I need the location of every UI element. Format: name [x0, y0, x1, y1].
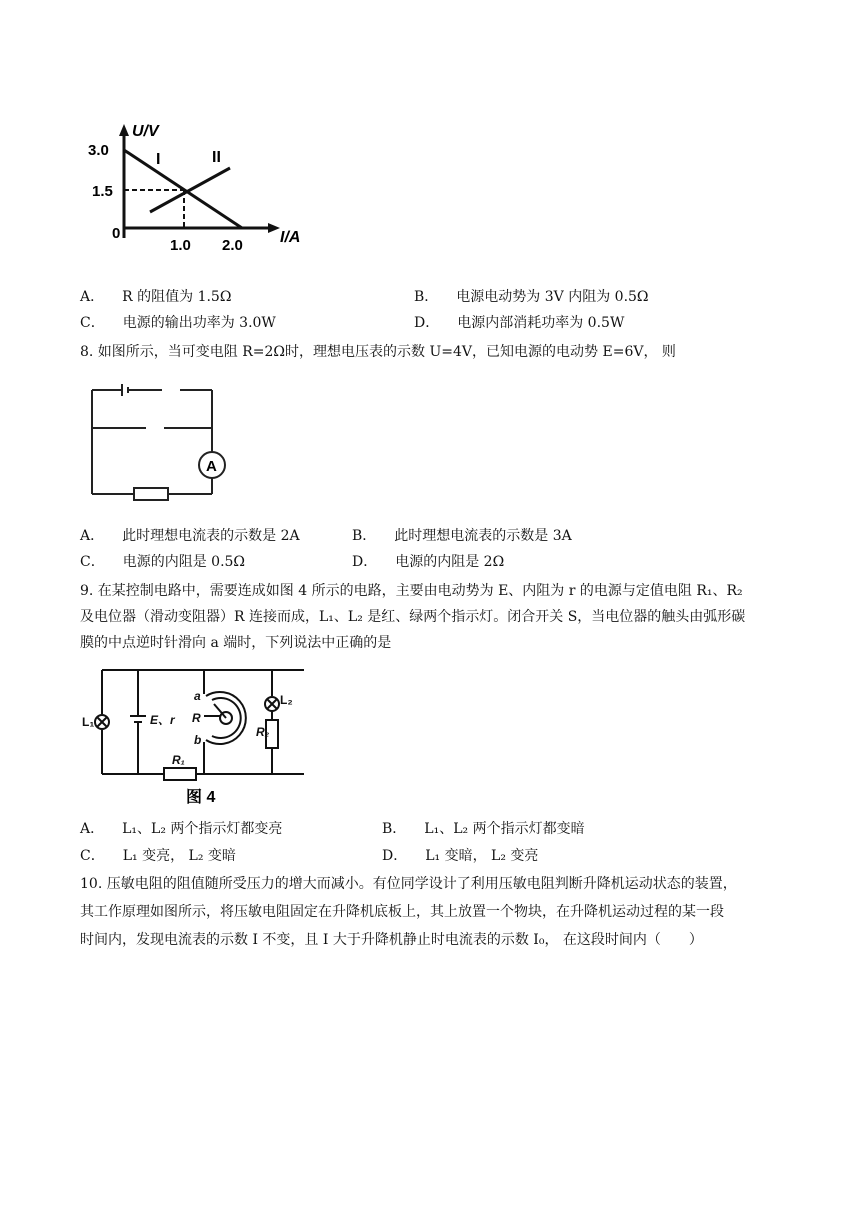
source-label: E、r [150, 713, 175, 727]
q9-option-c[interactable] [80, 846, 236, 866]
a-label: a [194, 689, 201, 703]
q7-option-b[interactable] [414, 287, 649, 307]
option-tag: B． [352, 528, 377, 544]
q9-option-d[interactable] [382, 846, 538, 866]
option-text: 电源电动势为 3V 内阻为 0.5Ω [456, 289, 649, 305]
line-I-label: I [156, 151, 161, 168]
option-tag: D． [352, 554, 378, 570]
q9-option-b[interactable] [382, 819, 585, 839]
R-label: R [192, 711, 201, 725]
L1-label: L₁ [82, 715, 95, 729]
x-tick-1: 1.0 [170, 237, 191, 254]
x-axis-label: I/A [280, 229, 301, 246]
option-text: L₁ 变暗， L₂ 变亮 [425, 848, 539, 864]
option-text: L₁、L₂ 两个指示灯都变亮 [122, 821, 283, 837]
y-axis-label: U/V [132, 123, 159, 140]
x-tick-2: 2.0 [222, 237, 243, 254]
b-label: b [194, 733, 202, 747]
option-tag: A． [80, 821, 105, 837]
option-tag: B． [414, 289, 439, 305]
q10-stem-line-2: 其工作原理如图所示，将压敏电阻固定在升降机底板上，其上放置一个物块，在升降机运动过程的某一段 [80, 904, 724, 920]
option-text: 此时理想电流表的示数是 3A [394, 528, 572, 544]
q9-stem-line-2: 及电位器（滑动变阻器）R 连接而成，L₁、L₂ 是红、绿两个指示灯。闭合开关 S，当电位器的触头由弧形碳 [80, 609, 746, 625]
q9-option-a[interactable] [80, 819, 282, 839]
ammeter-label: A [206, 458, 217, 475]
q9-circuit-figure [80, 660, 320, 810]
R2-label: R₂ [256, 725, 270, 739]
L2-label: L₂ [280, 693, 293, 707]
option-text: 电源的内阻是 2Ω [395, 554, 505, 570]
option-text: 电源的输出功率为 3.0W [122, 315, 276, 331]
y-tick-3: 3.0 [88, 142, 109, 159]
option-text: L₁ 变亮， L₂ 变暗 [122, 848, 236, 864]
option-tag: D． [382, 848, 408, 864]
option-text: 电源的内阻是 0.5Ω [122, 554, 246, 570]
q8-option-c[interactable] [80, 552, 245, 572]
option-tag: C． [80, 315, 105, 331]
q8-circuit [84, 376, 234, 504]
option-tag: D． [414, 315, 440, 331]
q10-stem-line-1: 10. 压敏电阻的阻值随所受压力的增大而减小。有位同学设计了利用压敏电阻判断升降机运动状态的装置， [80, 876, 737, 892]
q7-ui-graph [80, 110, 320, 270]
option-text: R 的阻值为 1.5Ω [122, 289, 232, 305]
q7-option-a[interactable] [80, 287, 231, 307]
option-tag: C． [80, 848, 105, 864]
q8-option-d[interactable] [352, 552, 504, 572]
option-tag: A． [80, 528, 105, 544]
figure-caption: 图 4 [186, 789, 216, 806]
q8-stem: 8. 如图所示，当可变电阻 R=2Ω时，理想电压表的示数 U=4V，已知电源的电动势 E=6V， 则 [80, 344, 676, 360]
y-tick-0: 0 [112, 225, 121, 242]
option-text: 此时理想电流表的示数是 2A [122, 528, 300, 544]
R1-label: R₁ [172, 753, 185, 767]
q7-option-c[interactable] [80, 313, 276, 333]
q9-stem-line-1: 9. 在某控制电路中，需要连成如图 4 所示的电路，主要由电动势为 E、内阻为 r 的电源与定值电阻 R₁、R₂ [80, 583, 743, 599]
q8-option-b[interactable] [352, 526, 572, 546]
option-tag: A． [80, 289, 105, 305]
q8-option-a[interactable] [80, 526, 300, 546]
option-text: L₁、L₂ 两个指示灯都变暗 [424, 821, 585, 837]
option-text: 电源内部消耗功率为 0.5W [457, 315, 625, 331]
q10-stem-line-3: 时间内，发现电流表的示数 I 不变，且 I 大于升降机静止时电流表的示数 I₀， 在这段时间内（ ） [80, 932, 703, 948]
y-tick-1-5: 1.5 [92, 183, 113, 200]
line-II-label: II [212, 149, 221, 166]
q7-option-d[interactable] [414, 313, 624, 333]
option-tag: B． [382, 821, 407, 837]
option-tag: C． [80, 554, 105, 570]
q9-stem-line-3: 膜的中点逆时针滑向 a 端时，下列说法中正确的是 [80, 635, 392, 651]
